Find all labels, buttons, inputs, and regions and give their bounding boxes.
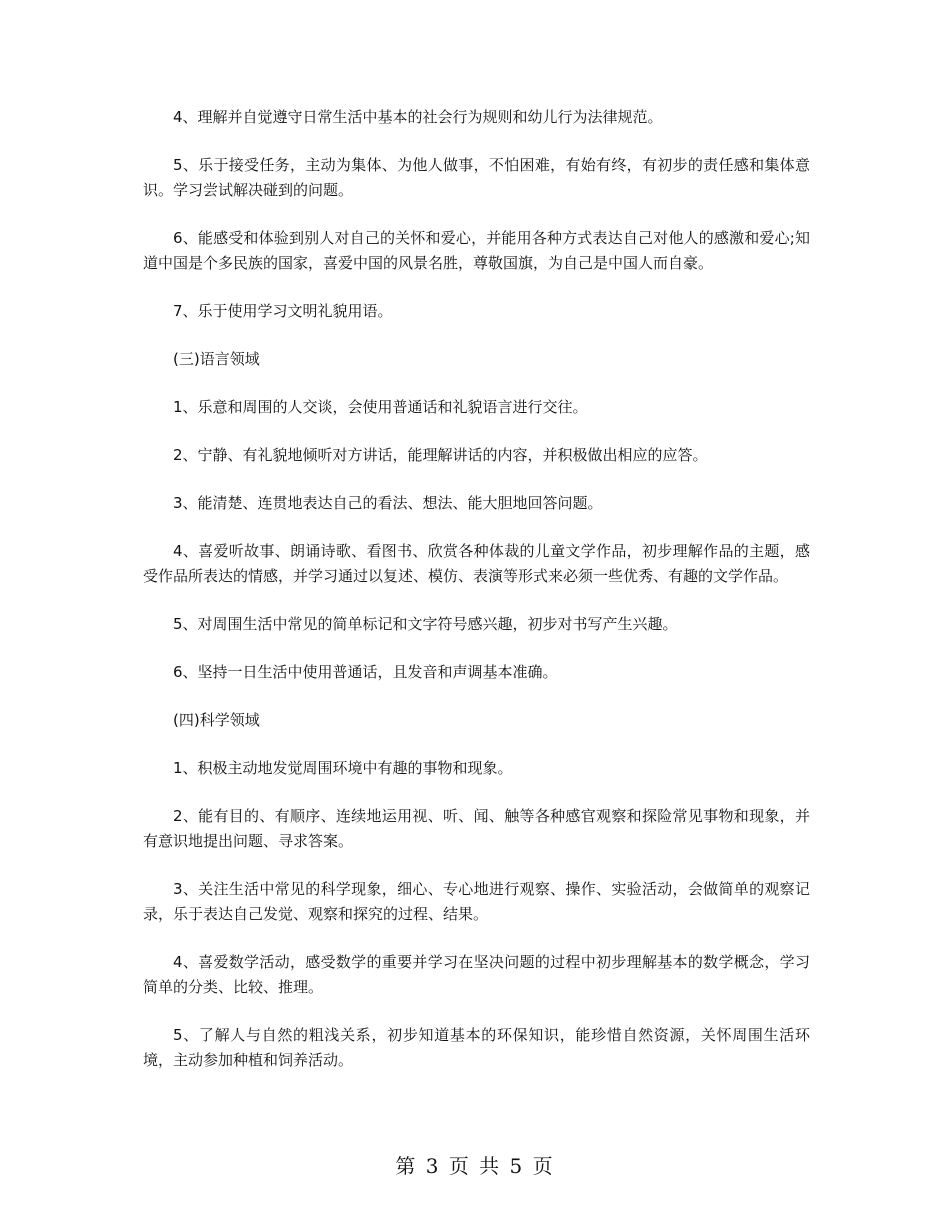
paragraph-social-4: 4、理解并自觉遵守日常生活中基本的社会行为规则和幼儿行为法律规范。	[173, 108, 663, 126]
paragraph-language-1: 1、乐意和周围的人交谈，会使用普通话和礼貌语言进行交往。	[173, 398, 588, 416]
paragraph-language-2: 2、宁静、有礼貌地倾听对方讲话，能理解讲话的内容，并积极做出相应的应答。	[173, 446, 708, 464]
paragraph-social-7: 7、乐于使用学习文明礼貌用语。	[173, 302, 393, 320]
page-number-footer: 第 3 页 共 5 页	[395, 1154, 555, 1178]
document-body	[143, 105, 810, 1096]
section-heading-science: (四)科学领域	[173, 711, 260, 729]
paragraph-science-4: 4、喜爱数学活动，感受数学的重要并学习在坚决问题的过程中初步理解基本的数学概念，学习简单的分类、比较、推理。	[143, 953, 810, 996]
paragraph-language-5: 5、对周围生活中常见的简单标记和文字符号感兴趣，初步对书写产生兴趣。	[173, 615, 678, 633]
paragraph-science-5: 5、了解人与自然的粗浅关系，初步知道基本的环保知识，能珍惜自然资源，关怀周围生活环境，主动参加种植和饲养活动。	[143, 1026, 810, 1069]
paragraph-language-3: 3、能清楚、连贯地表达自己的看法、想法、能大胆地回答问题。	[173, 494, 603, 512]
paragraph-science-2: 2、能有目的、有顺序、连续地运用视、听、闻、触等各种感官观察和探险常见事物和现象，并有意识地提出问题、寻求答案。	[143, 807, 810, 850]
paragraph-science-3: 3、关注生活中常见的科学现象，细心、专心地进行观察、操作、实验活动，会做简单的观察记录，乐于表达自己发觉、观察和探究的过程、结果。	[143, 880, 810, 923]
paragraph-social-6: 6、能感受和体验到别人对自己的关怀和爱心，并能用各种方式表达自己对他人的感激和爱心;知道中国是个多民族的国家，喜爱中国的风景名胜，尊敬国旗，为自己是中国人而自豪。	[143, 229, 810, 272]
paragraph-language-4: 4、喜爱听故事、朗诵诗歌、看图书、欣赏各种体裁的儿童文学作品，初步理解作品的主题，感受作品所表达的情感，并学习通过以复述、模仿、表演等形式来必须一些优秀、有趣的文学作品。	[143, 542, 810, 585]
paragraph-social-5: 5、乐于接受任务，主动为集体、为他人做事，不怕困难，有始有终，有初步的责任感和集体意识。学习尝试解决碰到的问题。	[143, 156, 810, 199]
paragraph-language-6: 6、坚持一日生活中使用普通话，且发音和声调基本准确。	[173, 663, 558, 681]
paragraph-science-1: 1、积极主动地发觉周围环境中有趣的事物和现象。	[173, 759, 513, 777]
section-heading-language: (三)语言领域	[173, 350, 260, 368]
